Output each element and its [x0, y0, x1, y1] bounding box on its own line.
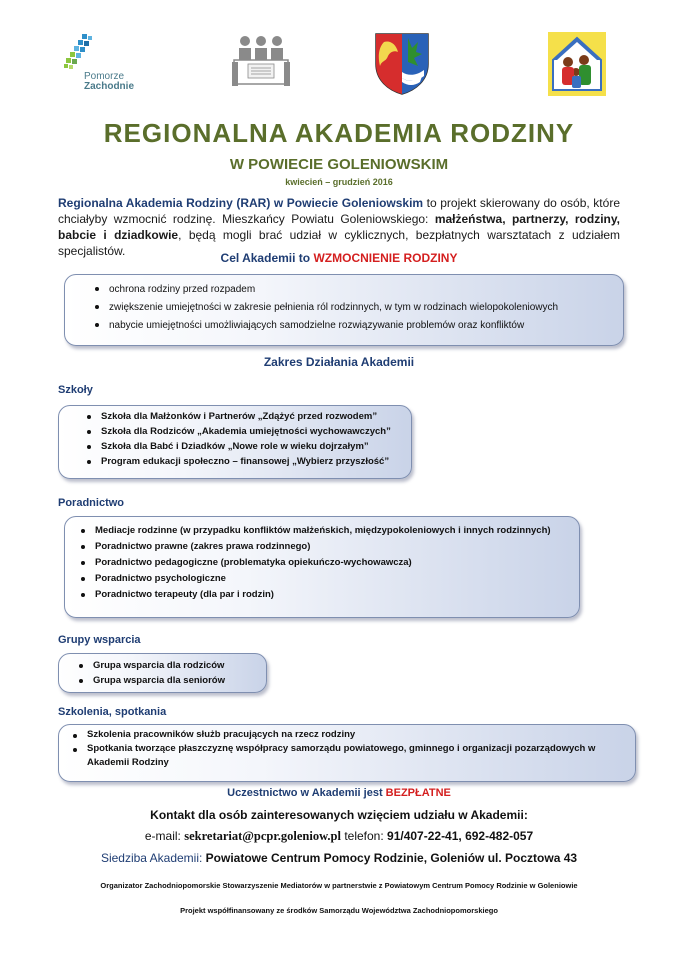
section-title-trainings: Szkolenia, spotkania	[58, 706, 167, 718]
pomorze-zachodnie-logo	[62, 32, 135, 92]
list-item: Szkoła dla Rodziców „Akademia umiejętności wychowawczych”	[83, 424, 411, 439]
griffin-coat-of-arms-icon	[372, 32, 432, 96]
email-label: e-mail:	[144, 829, 185, 843]
goal-heading	[0, 251, 678, 265]
organizer-note: Organizator Zachodniopomorskie Stowarzyszenie Mediatorów w partnerstwie z Powiatowym Centrum Pomocy Rodzinie w Goleniowie	[100, 881, 578, 890]
mediators-logo	[230, 32, 292, 94]
contact-line	[0, 829, 678, 844]
free-highlight: BEZPŁATNE	[385, 787, 451, 799]
schools-box	[58, 405, 412, 479]
support-groups-box	[58, 653, 267, 693]
intro-target-groups: małżeństwa, partnerzy, rodziny, babcie i dziadkowie	[58, 212, 620, 242]
goal-prefix: Cel Akademii to	[220, 251, 314, 265]
pomorze-zachodnie-mark-icon	[62, 32, 102, 74]
pomorze-line: Pomorze	[84, 71, 125, 82]
list-item: Grupa wsparcia dla seniorów	[75, 673, 266, 688]
list-item: nabycie umiejętności umożliwiających samodzielne rozwiązywanie problemów oraz konfliktów	[91, 317, 623, 335]
email-link[interactable]: sekretariat@pcpr.goleniow.pl	[184, 829, 341, 843]
coat-of-arms-logo	[372, 32, 432, 96]
list-item: Grupa wsparcia dla rodziców	[75, 658, 266, 673]
counseling-box	[64, 516, 580, 618]
list-item: Szkolenia pracowników służb pracujących na rzecz rodziny	[69, 728, 635, 742]
free-prefix: Uczestnictwo w Akademii jest	[227, 787, 386, 799]
schools-list	[59, 406, 411, 469]
intro-text-1: to projekt skierowany do osób, które chciałyby wzmocnić rodzinę. Mieszkańcy Powiatu Goleniowskiego:	[58, 196, 620, 226]
phone-label: telefon:	[340, 829, 388, 843]
contact-heading: Kontakt dla osób zainteresowanych wzięciem udziału w Akademii:	[150, 808, 528, 822]
support-groups-list	[59, 654, 266, 688]
trainings-list	[59, 725, 635, 770]
logo-bar	[0, 32, 678, 102]
list-item: ochrona rodziny przed rozpadem	[91, 281, 623, 299]
section-title-schools: Szkoły	[58, 384, 93, 396]
list-item: Program edukacji społeczno – finansowej „Wybierz przyszłość”	[83, 454, 411, 469]
goal-highlight: WZMOCNIENIE RODZINY	[313, 251, 458, 265]
list-item: Poradnictwo pedagogiczne (problematyka opiekuńczo-wychowawcza)	[77, 555, 579, 571]
section-title-support-groups: Grupy wsparcia	[58, 634, 141, 646]
scope-heading: Zakres Działania Akademii	[263, 355, 415, 369]
goal-list	[65, 275, 623, 335]
mediators-table-icon	[230, 32, 292, 94]
address-line	[0, 851, 678, 865]
family-logo	[548, 32, 606, 96]
list-item: zwiększenie umiejętności w zakresie pełnienia ról rodzinnych, w tym w rodzinach wielopokoleniowych	[91, 299, 623, 317]
free-participation-note	[0, 787, 678, 799]
page-subtitle: W POWIECIE GOLENIOWSKIM	[229, 156, 449, 173]
project-dates: kwiecień – grudzień 2016	[285, 177, 393, 187]
intro-text-2: , będą mogli brać udział w cyklicznych, bezpłatnych warsztatach z udziałem specjalistów.	[58, 228, 621, 258]
intro-project-name: Regionalna Akademia Rodziny (RAR) w Powiecie Goleniowskim	[58, 196, 424, 210]
family-house-icon	[548, 32, 606, 96]
list-item: Spotkania tworzące płaszczyznę współpracy samorządu powiatowego, gminnego i organizacji pozarządowych w Akademii Rodziny	[69, 742, 635, 770]
pomorze-zachodnie-text	[84, 72, 134, 92]
phone-numbers: 91/407-22-41, 692-482-057	[387, 829, 534, 843]
intro-paragraph	[58, 195, 620, 259]
list-item: Mediacje rodzinne (w przypadku konfliktów małżeńskich, międzypokoleniowych i innych rodzinnych)	[77, 523, 579, 539]
list-item: Poradnictwo prawne (zakres prawa rodzinnego)	[77, 539, 579, 555]
list-item: Szkoła dla Małżonków i Partnerów „Zdążyć przed rozwodem”	[83, 409, 411, 424]
trainings-box	[58, 724, 636, 782]
list-item: Poradnictwo terapeuty (dla par i rodzin)	[77, 587, 579, 603]
goal-box	[64, 274, 624, 346]
section-title-counseling: Poradnictwo	[58, 497, 125, 509]
address-label: Siedziba Akademii:	[100, 851, 206, 865]
counseling-list	[65, 517, 579, 603]
address-value: Powiatowe Centrum Pomocy Rodzinie, Goleniów ul. Pocztowa 43	[205, 851, 578, 865]
list-item: Poradnictwo psychologiczne	[77, 571, 579, 587]
zachodnie-line: Zachodnie	[84, 81, 135, 92]
list-item: Szkoła dla Babć i Dziadków „Nowe role w wieku dojrzałym”	[83, 439, 411, 454]
funding-note: Projekt współfinansowany ze środków Samorządu Województwa Zachodniopomorskiego	[180, 906, 498, 915]
page-title: REGIONALNA AKADEMIA RODZINY	[103, 118, 575, 148]
